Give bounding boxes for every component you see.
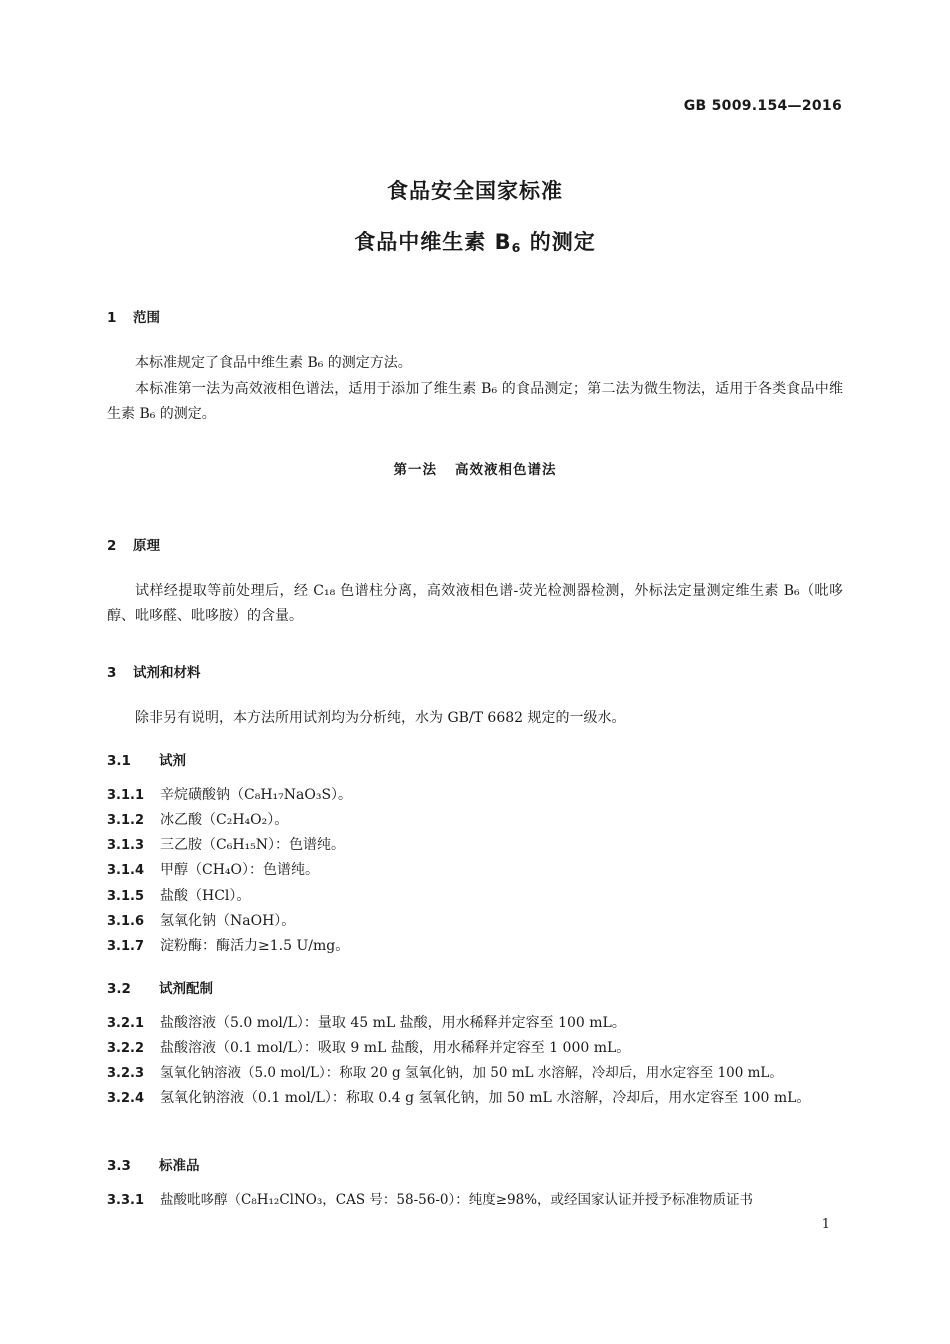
- item-number: 3.1.3: [107, 838, 145, 853]
- section-heading-3-1: [107, 749, 186, 769]
- title-line2-pre: 食品中维生素 B: [354, 230, 512, 254]
- reagent-item: [107, 884, 843, 909]
- item-text: 盐酸吡哆醇（C₈H₁₂ClNO₃，CAS 号：58-56-0）：纯度≥98%，或经国家认证并授予标准物质证书: [160, 1192, 754, 1208]
- item-text: 盐酸溶液（5.0 mol/L）：量取 45 mL 盐酸，用水稀释并定容至 100 mL。: [160, 1015, 626, 1031]
- method-name: 高效液相色谱法: [455, 462, 557, 478]
- section-number: 2: [107, 538, 117, 554]
- reagents-intro-paragraph: 除非另有说明，本方法所用试剂均为分析纯，水为 GB/T 6682 规定的一级水。: [135, 710, 626, 726]
- standard-number: GB 5009.154—2016: [683, 98, 842, 114]
- item-number: 3.2.4: [107, 1091, 145, 1106]
- section-title: 原理: [133, 538, 160, 554]
- title-line2-post: 的测定: [521, 230, 596, 254]
- scope-paragraph-1: 本标准规定了食品中维生素 B₆ 的测定方法。: [135, 355, 412, 371]
- item-number: 3.2.2: [107, 1041, 145, 1056]
- preparation-item: [107, 1086, 843, 1111]
- item-text: 冰乙酸（C₂H₄O₂）。: [160, 812, 289, 828]
- section-heading-1: [107, 306, 160, 326]
- reagent-item: [107, 808, 843, 833]
- reagent-item: [107, 858, 843, 883]
- reagent-item: [107, 934, 843, 959]
- page-number: 1: [821, 1217, 830, 1232]
- section-title: 试剂和材料: [133, 665, 201, 681]
- item-text: 盐酸（HCl）。: [160, 888, 251, 904]
- section-heading-3: [107, 661, 201, 681]
- item-number: 3.2.1: [107, 1016, 145, 1031]
- section-title: 试剂: [159, 753, 186, 769]
- item-text: 氢氧化钠溶液（0.1 mol/L）：称取 0.4 g 氢氧化钠，加 50 mL 水溶解，冷却后，用水定容至 100 mL。: [160, 1090, 811, 1106]
- preparation-item: [107, 1011, 843, 1036]
- section-title: 标准品: [159, 1158, 200, 1174]
- principle-paragraph: 试样经提取等前处理后，经 C₁₈ 色谱柱分离，高效液相色谱-荧光检测器检测，外标法定量测定维生素 B₆（吡哆醇、吡哆醛、吡哆胺）的含量。: [107, 583, 843, 624]
- section-number: 3.3: [107, 1158, 131, 1174]
- section-number: 3.2: [107, 981, 131, 997]
- section-title: 范围: [133, 310, 160, 326]
- preparation-item: [107, 1061, 843, 1086]
- reagent-item: [107, 833, 843, 858]
- item-number: 3.1.7: [107, 939, 145, 954]
- item-number: 3.2.3: [107, 1066, 145, 1081]
- item-text: 氢氧化钠（NaOH）。: [160, 913, 296, 929]
- section-number: 3.1: [107, 753, 131, 769]
- section-number: 3: [107, 665, 117, 681]
- method-label: 第一法: [393, 462, 437, 478]
- item-text: 氢氧化钠溶液（5.0 mol/L）：称取 20 g 氢氧化钠，加 50 mL 水溶解，冷却后，用水定容至 100 mL。: [160, 1065, 783, 1081]
- standard-item: [107, 1188, 843, 1213]
- reagent-item: [107, 783, 843, 808]
- document-title-line2: [0, 226, 950, 256]
- preparation-item: [107, 1036, 843, 1061]
- section-heading-2: [107, 534, 160, 554]
- title-line2-sub: 6: [511, 240, 522, 256]
- section-title: 试剂配制: [159, 981, 213, 997]
- item-text: 甲醇（CH₄O）：色谱纯。: [160, 862, 320, 878]
- item-number: 3.3.1: [107, 1193, 145, 1208]
- item-number: 3.1.1: [107, 788, 145, 803]
- item-number: 3.1.4: [107, 863, 145, 878]
- section-heading-3-2: [107, 977, 213, 997]
- item-text: 辛烷磺酸钠（C₈H₁₇NaO₃S）。: [160, 787, 353, 803]
- item-text: 三乙胺（C₆H₁₅N）：色谱纯。: [160, 837, 346, 853]
- method-title: [0, 458, 950, 478]
- reagent-item: [107, 909, 843, 934]
- scope-paragraph-2: 本标准第一法为高效液相色谱法，适用于添加了维生素 B₆ 的食品测定；第二法为微生物法，适用于各类食品中维生素 B₆ 的测定。: [107, 381, 843, 422]
- item-text: 淀粉酶：酶活力≥1.5 U/mg。: [160, 938, 350, 954]
- item-number: 3.1.5: [107, 889, 145, 904]
- document-title-line1: 食品安全国家标准: [387, 179, 563, 203]
- item-number: 3.1.2: [107, 813, 145, 828]
- item-text: 盐酸溶液（0.1 mol/L）：吸取 9 mL 盐酸，用水稀释并定容至 1 000 mL。: [160, 1040, 631, 1056]
- item-number: 3.1.6: [107, 914, 145, 929]
- section-heading-3-3: [107, 1154, 200, 1174]
- section-number: 1: [107, 310, 117, 326]
